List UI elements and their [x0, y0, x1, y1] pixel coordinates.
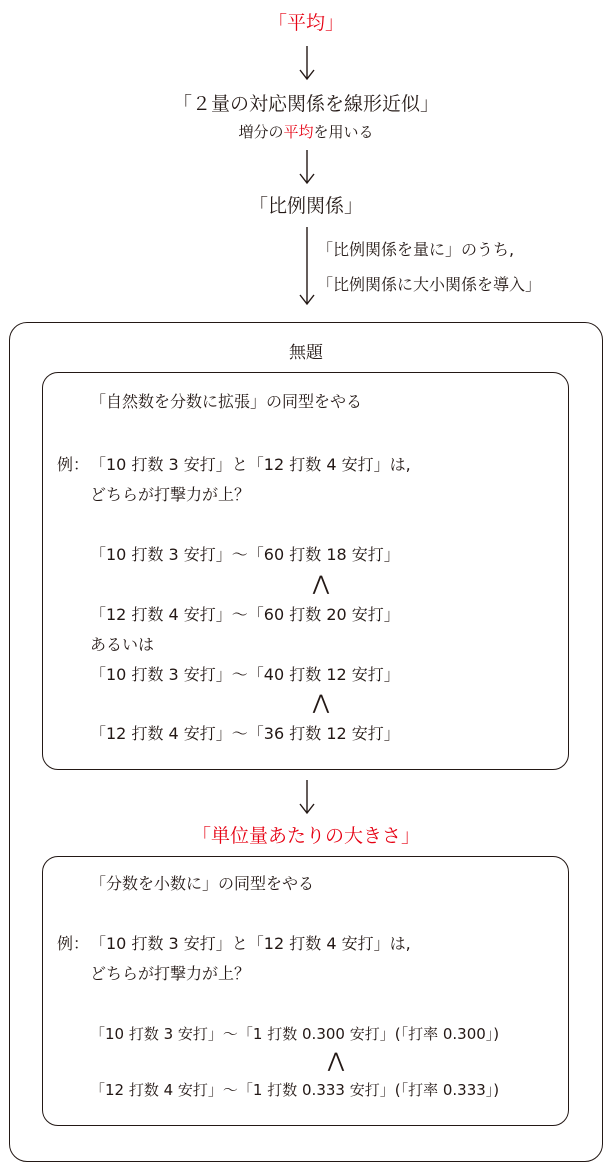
box1-row-2: 「12 打数 4 安打」～「60 打数 20 安打」: [90, 605, 400, 624]
arrow-down-icon: [296, 226, 318, 306]
box2-row-1: 「10 打数 3 安打」～「1 打数 0.300 安打」(「打率 0.300」): [90, 1025, 500, 1043]
box2-heading: 「分数を小数に」の同型をやる: [90, 874, 315, 893]
box2-example-line2: どちらが打撃力が上？: [90, 964, 251, 983]
box-fraction-extension: [42, 372, 569, 770]
step2-title: 「２量の対応関係を線形近似」: [172, 93, 440, 115]
box1-example-line1: 「10 打数 3 安打」と「12 打数 4 安打」は,: [90, 455, 411, 474]
box1-heading: 「自然数を分数に拡張」の同型をやる: [90, 392, 363, 411]
note-line2: 「比例関係に大小関係を導入」: [317, 275, 542, 294]
box1-row-4: 「12 打数 4 安打」～「36 打数 12 安打」: [90, 724, 400, 743]
box2-row-2: 「12 打数 4 安打」～「1 打数 0.333 安打」(「打率 0.333」): [90, 1081, 500, 1099]
box2-example-line1: 「10 打数 3 安打」と「12 打数 4 安打」は,: [90, 934, 411, 953]
greater-than-symbol: ⋀: [312, 571, 330, 595]
arrow-down-icon: [296, 149, 318, 185]
box1-example-line2: どちらが打撃力が上？: [90, 485, 251, 504]
box1-row-3: 「10 打数 3 安打」～「40 打数 12 安打」: [90, 665, 400, 684]
title-average: 「平均」: [267, 12, 345, 34]
box1-row-1: 「10 打数 3 安打」～「60 打数 18 安打」: [90, 545, 400, 564]
outer-title: 無題: [289, 343, 323, 363]
box2-example-label: 例：: [57, 934, 90, 953]
note-line1: 「比例関係を量に」のうち,: [317, 240, 515, 259]
step2-subtitle: 増分の平均を用いる: [238, 123, 374, 141]
unit-quantity-title: 「単位量あたりの大きさ」: [191, 825, 421, 847]
arrow-down-icon: [296, 45, 318, 81]
greater-than-symbol: ⋀: [327, 1048, 345, 1072]
box1-row-or: あるいは: [90, 635, 155, 654]
step3-title: 「比例関係」: [248, 195, 364, 217]
arrow-down-icon: [296, 779, 318, 815]
box1-example-label: 例：: [57, 455, 90, 474]
greater-than-symbol: ⋀: [312, 690, 330, 714]
